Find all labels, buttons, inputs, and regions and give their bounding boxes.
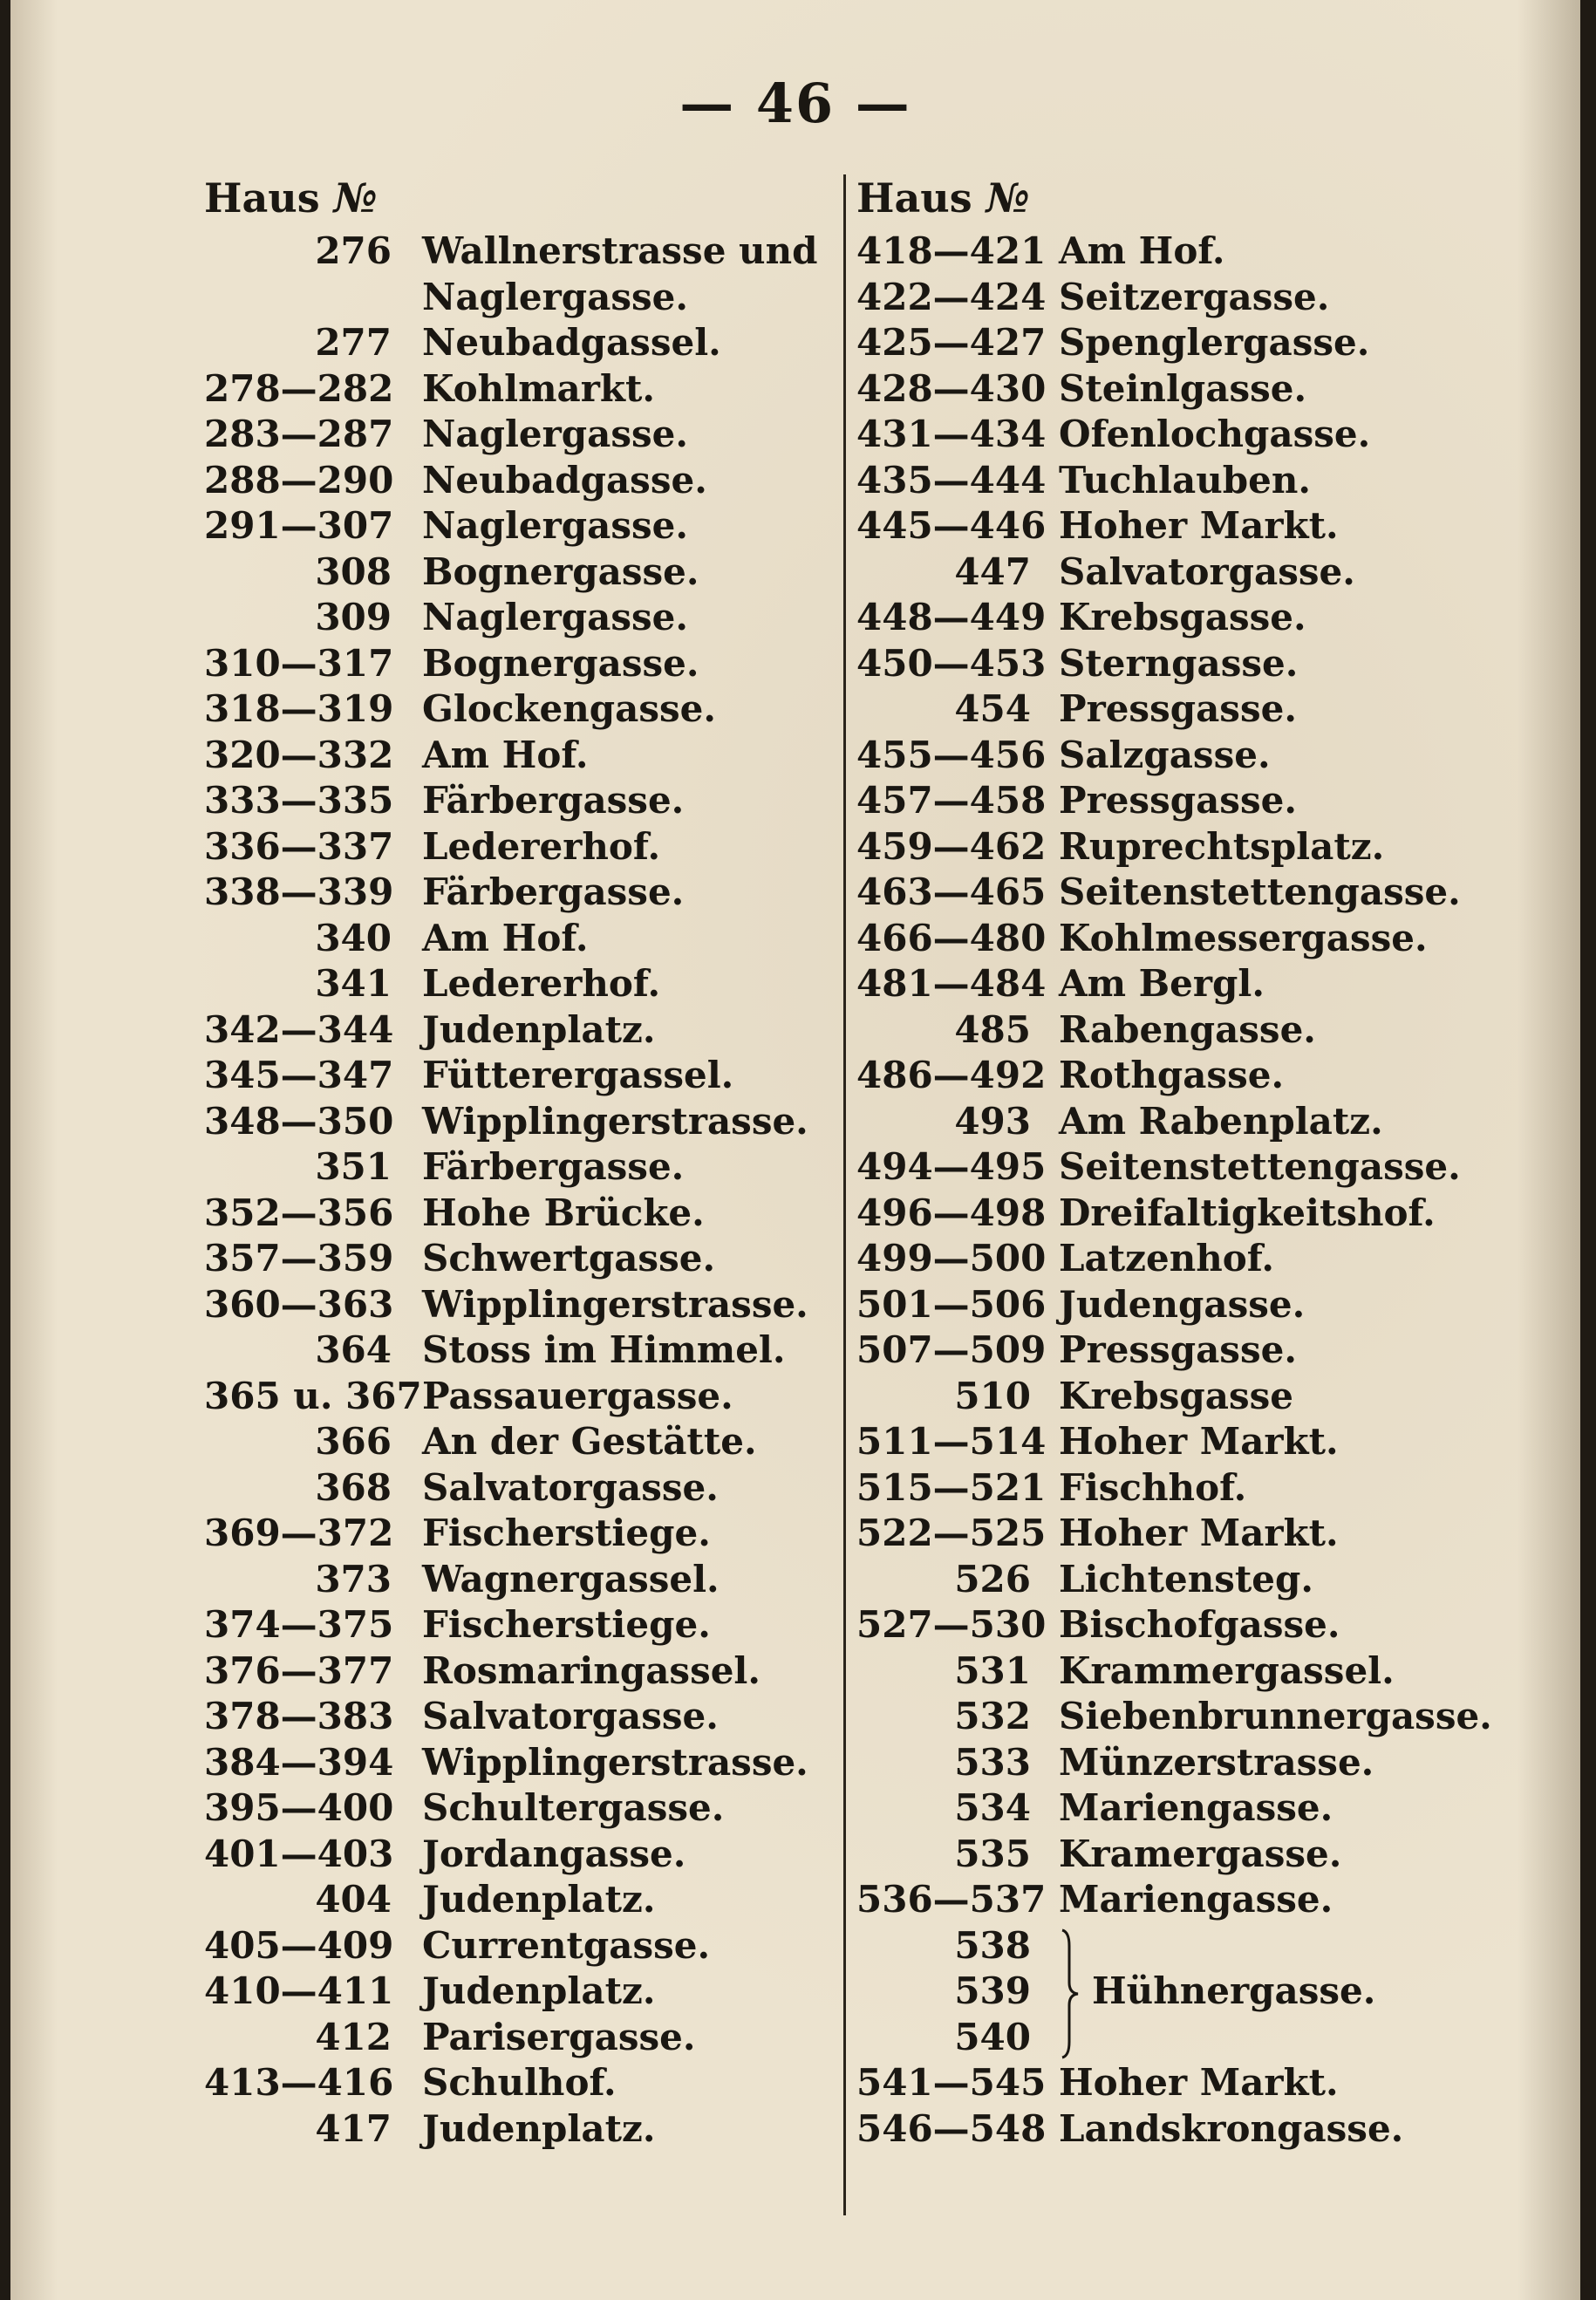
street-name: Judenplatz. — [422, 2106, 656, 2150]
house-number: 494—495 — [856, 1145, 1047, 1188]
house-number: 435—444 — [856, 458, 1047, 502]
house-number: 526 — [954, 1557, 1031, 1600]
house-number: 448—449 — [856, 596, 1047, 638]
house-number: 450—453 — [856, 641, 1047, 685]
house-number: 457—458 — [856, 779, 1047, 822]
street-name: Wipplingerstrasse. — [422, 1099, 808, 1143]
street-name: Ruprechtsplatz. — [1059, 824, 1385, 868]
left-header-haus: Haus — [204, 174, 320, 222]
street-name: Neubadgasse. — [422, 458, 707, 502]
street-name: Seitenstettengasse. — [1059, 1145, 1461, 1188]
house-number: 459—462 — [856, 824, 1047, 868]
street-name: Rabengasse. — [1059, 1007, 1316, 1051]
street-name: Färbergasse. — [422, 779, 685, 822]
street-name: Rothgasse. — [1059, 1054, 1285, 1096]
street-name: Bischofgasse. — [1059, 1603, 1340, 1646]
street-name: Judenplatz. — [422, 1007, 656, 1051]
house-number: 412 — [315, 2015, 392, 2058]
house-number: 507—509 — [856, 1328, 1047, 1371]
house-number: 341 — [315, 962, 392, 1005]
street-name: Salvatorgasse. — [422, 1465, 719, 1509]
street-name: Krammergassel. — [1059, 1648, 1395, 1692]
street-name: Naglergasse. — [422, 596, 688, 638]
street-name: Spenglergasse. — [1059, 321, 1370, 364]
street-name: Judengasse. — [1059, 1282, 1306, 1326]
house-number: 404 — [315, 1878, 392, 1921]
street-name: Kramergasse. — [1059, 1832, 1342, 1875]
street-name: Schulhof. — [422, 2061, 617, 2104]
house-number: 288—290 — [204, 458, 394, 502]
street-name: Latzenhof. — [1059, 1237, 1274, 1280]
street-name: Schwertgasse. — [422, 1237, 716, 1280]
house-number: 541—545 — [856, 2061, 1047, 2104]
house-number: 309 — [315, 596, 392, 638]
house-number: 336—337 — [204, 824, 394, 868]
street-name: Bognergasse. — [422, 641, 699, 685]
house-number: 365 u. 367 — [204, 1374, 422, 1417]
house-number: 546—548 — [856, 2106, 1047, 2150]
house-number: 466—480 — [856, 916, 1047, 959]
left-column-header — [204, 174, 376, 222]
street-name: Currentgasse. — [422, 1923, 711, 1967]
house-number: 360—363 — [204, 1282, 394, 1326]
street-name: Stoss im Himmel. — [422, 1328, 786, 1371]
right-header-haus: Haus — [856, 174, 972, 222]
house-number: 308 — [315, 549, 392, 593]
book-page — [10, 0, 1580, 2300]
street-name: Färbergasse. — [422, 1145, 685, 1188]
page-number: — 46 — — [679, 72, 911, 135]
street-name: Ledererhof. — [422, 824, 661, 868]
house-number: 515—521 — [856, 1465, 1047, 1509]
street-name: Hoher Markt. — [1059, 2061, 1339, 2104]
street-name: Salvatorgasse. — [1059, 549, 1355, 593]
house-number: 428—430 — [856, 366, 1047, 410]
street-name: Naglergasse. — [422, 504, 688, 547]
house-number: 522—525 — [856, 1512, 1047, 1554]
house-number: 511—514 — [856, 1420, 1047, 1463]
house-number: 486—492 — [856, 1054, 1047, 1096]
house-number: 463—465 — [856, 870, 1047, 913]
street-name: Glockengasse. — [422, 687, 716, 730]
street-name: Hohe Brücke. — [422, 1191, 705, 1234]
house-number: 342—344 — [204, 1007, 394, 1051]
house-number: 318—319 — [204, 687, 394, 730]
street-name: An der Gestätte. — [422, 1420, 757, 1463]
street-name: Krebsgasse. — [1059, 596, 1306, 638]
street-name: Ledererhof. — [422, 962, 661, 1005]
house-number: 366 — [315, 1420, 392, 1463]
right-column-header — [856, 174, 1028, 222]
braced-group — [856, 1923, 1519, 2061]
house-number: 310—317 — [204, 641, 394, 685]
street-name: Bognergasse. — [422, 549, 699, 593]
column-divider — [843, 174, 846, 2215]
house-number: 352—356 — [204, 1191, 394, 1234]
street-name: Seitzergasse. — [1059, 275, 1330, 318]
left-header-no-sign: № — [333, 174, 376, 222]
street-name: Dreifaltigkeitshof. — [1059, 1191, 1436, 1234]
house-number: 455—456 — [856, 733, 1047, 776]
street-name: Ofenlochgasse. — [1059, 413, 1371, 455]
street-name: Fischerstiege. — [422, 1512, 711, 1554]
house-number: 410—411 — [204, 1969, 394, 2012]
house-number: 532 — [954, 1695, 1031, 1737]
street-name: Rosmaringassel. — [422, 1648, 761, 1692]
street-name: Am Hof. — [422, 733, 589, 776]
house-number: 534 — [954, 1786, 1031, 1829]
street-name: Judenplatz. — [422, 1969, 656, 2012]
house-number: 364 — [315, 1328, 392, 1371]
house-number: 333—335 — [204, 779, 394, 822]
street-name: Am Hof. — [422, 916, 589, 959]
house-number: 417 — [315, 2106, 392, 2150]
curly-brace-icon — [1059, 1928, 1080, 2059]
house-number: 413—416 — [204, 2061, 394, 2104]
street-name: Seitenstettengasse. — [1059, 870, 1461, 913]
house-number: 485 — [954, 1007, 1031, 1051]
street-name: Sterngasse. — [1059, 641, 1299, 685]
house-number: 496—498 — [856, 1191, 1047, 1234]
house-number: 283—287 — [204, 413, 394, 455]
house-number: 425—427 — [856, 321, 1047, 364]
street-name: Parisergasse. — [422, 2015, 696, 2058]
street-name: Wagnergassel. — [422, 1557, 720, 1600]
house-number: 445—446 — [856, 504, 1047, 547]
house-number: 373 — [315, 1557, 392, 1600]
street-name: Siebenbrunnergasse. — [1059, 1695, 1492, 1737]
street-name: Jordangasse. — [422, 1832, 686, 1875]
street-name: Passauergasse. — [422, 1374, 733, 1417]
house-number: 348—350 — [204, 1099, 394, 1143]
street-name: Neubadgassel. — [422, 321, 721, 364]
house-number: 291—307 — [204, 504, 394, 547]
house-number: 422—424 — [856, 275, 1047, 318]
street-name: Lichtensteg. — [1059, 1557, 1314, 1600]
street-name: Salzgasse. — [1059, 733, 1271, 776]
street-name: Fischerstiege. — [422, 1603, 711, 1646]
right-header-no-sign: № — [986, 174, 1028, 222]
street-name: Hühnergasse. — [1092, 1969, 1376, 2012]
street-name: Mariengasse. — [1059, 1786, 1333, 1829]
house-number: 357—359 — [204, 1237, 394, 1280]
street-name: Wipplingerstrasse. — [422, 1740, 808, 1784]
street-name: Naglergasse. — [422, 275, 688, 318]
house-number: 338—339 — [204, 870, 394, 913]
street-name: Kohlmessergasse. — [1059, 916, 1428, 959]
house-number: 481—484 — [856, 962, 1047, 1005]
house-number: 378—383 — [204, 1695, 394, 1737]
street-name: Pressgasse. — [1059, 687, 1297, 730]
street-name: Salvatorgasse. — [422, 1695, 719, 1737]
house-number: 340 — [315, 916, 392, 959]
house-number: 527—530 — [856, 1603, 1047, 1646]
street-name: Hoher Markt. — [1059, 1512, 1339, 1554]
street-name: Tuchlauben. — [1059, 458, 1311, 502]
house-number: 369—372 — [204, 1512, 394, 1554]
street-name: Fütterergassel. — [422, 1054, 734, 1096]
house-number: 493 — [954, 1099, 1031, 1143]
street-name: Hoher Markt. — [1059, 504, 1339, 547]
house-number: 531 — [954, 1648, 1031, 1692]
street-name: Wipplingerstrasse. — [422, 1282, 808, 1326]
house-number: 539 — [954, 1969, 1031, 2012]
street-name: Münzerstrasse. — [1059, 1740, 1374, 1784]
street-name: Wallnerstrasse und — [422, 229, 818, 272]
house-number: 536—537 — [856, 1878, 1047, 1921]
street-name: Am Rabenplatz. — [1059, 1099, 1383, 1143]
house-number: 345—347 — [204, 1054, 394, 1096]
house-number: 535 — [954, 1832, 1031, 1875]
street-name: Mariengasse. — [1059, 1878, 1333, 1921]
street-name: Judenplatz. — [422, 1878, 656, 1921]
street-name: Krebsgasse — [1059, 1374, 1293, 1417]
house-number: 501—506 — [856, 1282, 1047, 1326]
house-number: 499—500 — [856, 1237, 1047, 1280]
house-number: 533 — [954, 1740, 1031, 1784]
house-number: 447 — [954, 549, 1031, 593]
street-name: Kohlmarkt. — [422, 366, 655, 410]
street-name: Fischhof. — [1059, 1465, 1247, 1509]
house-number: 418—421 — [856, 229, 1047, 272]
house-number: 277 — [315, 321, 392, 364]
house-number: 510 — [954, 1374, 1031, 1417]
house-number: 395—400 — [204, 1786, 394, 1829]
house-number: 374—375 — [204, 1603, 394, 1646]
house-number: 351 — [315, 1145, 392, 1188]
house-number: 405—409 — [204, 1923, 394, 1967]
house-number: 320—332 — [204, 733, 394, 776]
street-name: Färbergasse. — [422, 870, 685, 913]
house-number: 376—377 — [204, 1648, 394, 1692]
house-number: 431—434 — [856, 413, 1047, 455]
street-name: Naglergasse. — [422, 413, 688, 455]
street-name: Hoher Markt. — [1059, 1420, 1339, 1463]
street-name: Pressgasse. — [1059, 779, 1297, 822]
house-number: 276 — [315, 229, 392, 272]
house-number: 538 — [954, 1923, 1031, 1967]
house-number: 401—403 — [204, 1832, 394, 1875]
street-name: Schultergasse. — [422, 1786, 725, 1829]
house-number: 454 — [954, 687, 1031, 730]
street-name: Am Hof. — [1059, 229, 1225, 272]
house-number: 368 — [315, 1465, 392, 1509]
street-name: Am Bergl. — [1059, 962, 1265, 1005]
house-number: 278—282 — [204, 366, 394, 410]
house-number: 384—394 — [204, 1740, 394, 1784]
street-name: Landskrongasse. — [1059, 2106, 1404, 2150]
street-name: Steinlgasse. — [1059, 366, 1307, 410]
street-name: Pressgasse. — [1059, 1328, 1297, 1371]
house-number: 540 — [954, 2015, 1031, 2058]
